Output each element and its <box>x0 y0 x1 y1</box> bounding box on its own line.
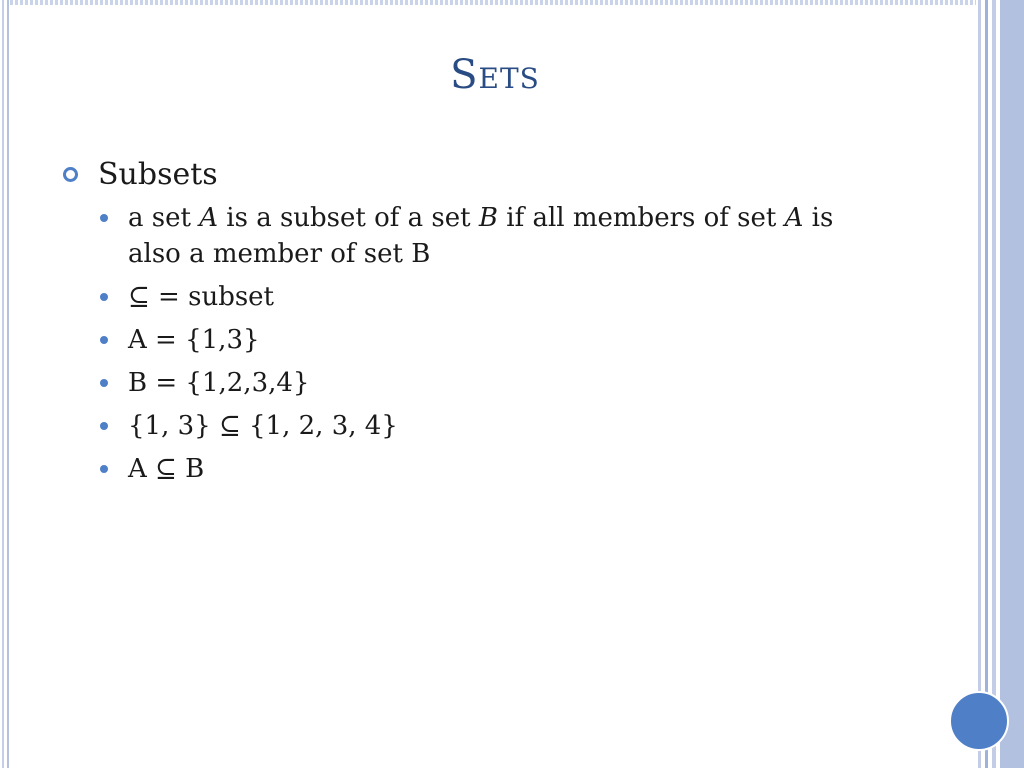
list-item <box>100 279 960 315</box>
list-item <box>100 322 960 358</box>
bullet-text: ⊆ = subset <box>128 282 275 312</box>
top-border <box>0 0 1024 5</box>
bullet-text: A = {1,3} <box>128 325 260 355</box>
decorative-circle <box>949 691 1009 751</box>
bullet-text: B = {1,2,3,4} <box>128 368 310 398</box>
heading-subsets: Subsets <box>98 156 218 192</box>
definition-text <box>128 200 888 272</box>
dot-bullet-icon <box>100 422 108 430</box>
slide-title: Sets <box>450 52 540 98</box>
ring-bullet-icon <box>63 167 78 182</box>
text-part: is also a member of set B <box>128 203 834 269</box>
dot-bullet-icon <box>100 379 108 387</box>
dot-bullet-icon <box>100 214 108 222</box>
dot-bullet-icon <box>100 465 108 473</box>
var-a: A <box>199 203 218 233</box>
text-part: a set <box>128 203 200 233</box>
list-item <box>100 365 960 401</box>
dot-bullet-icon <box>100 293 108 301</box>
right-border-stripes <box>976 0 1024 768</box>
dot-bullet-icon <box>100 336 108 344</box>
left-border <box>0 0 10 768</box>
bullet-subsets <box>60 152 920 196</box>
slide-content <box>60 152 920 490</box>
subset-bullets <box>100 200 960 487</box>
list-item-definition <box>100 200 960 272</box>
bullet-text: {1, 3} ⊆ {1, 2, 3, 4} <box>128 411 398 441</box>
list-item <box>100 408 960 444</box>
bullet-text: A ⊆ B <box>128 454 205 484</box>
text-part: is a subset of a set <box>218 203 479 233</box>
text-part: if all members of set <box>498 203 785 233</box>
var-a: A <box>784 203 804 233</box>
list-item <box>100 451 960 487</box>
var-b: B <box>478 203 498 233</box>
